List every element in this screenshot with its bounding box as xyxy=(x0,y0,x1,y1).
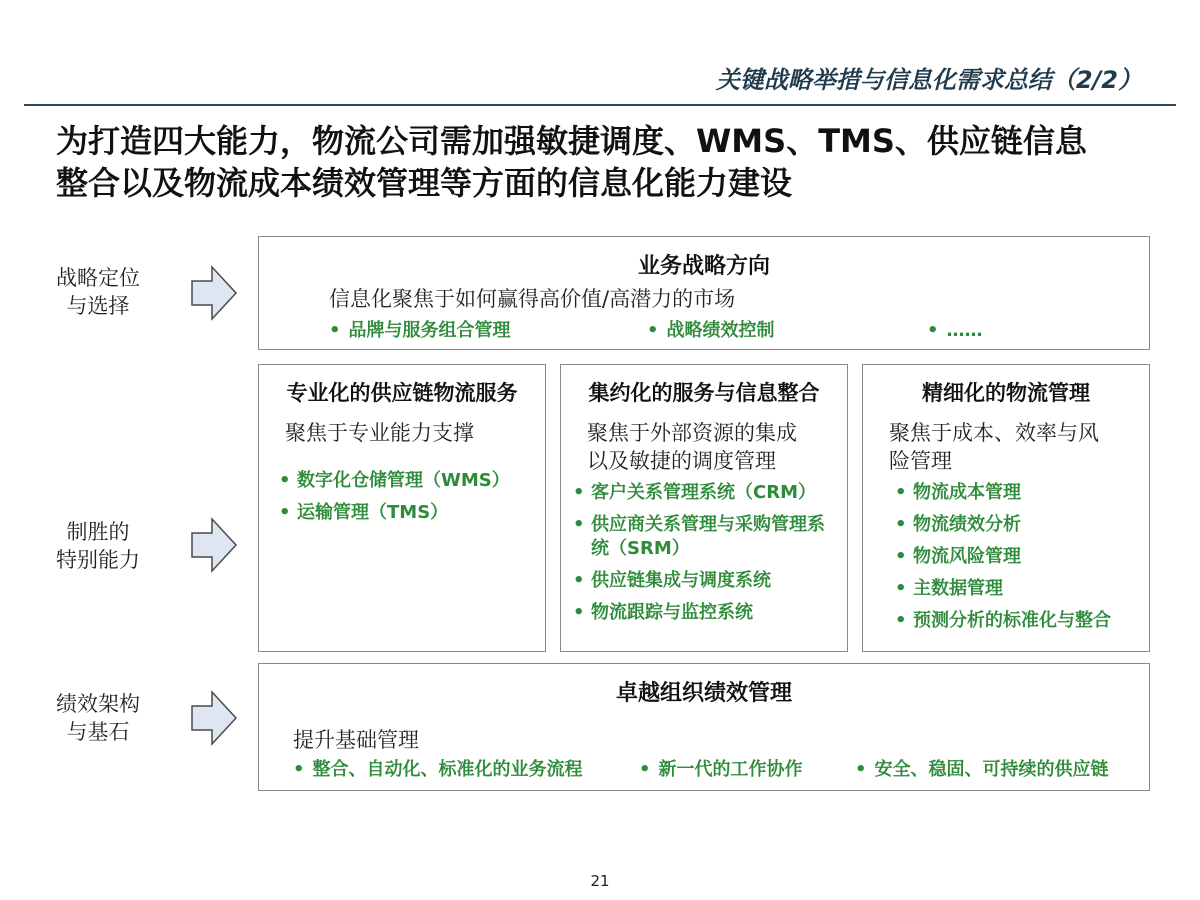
capability-panel-intensive xyxy=(560,364,848,652)
foundation-item: • 整合、自动化、标准化的业务流程 xyxy=(293,759,583,780)
capability-item: • 主数据管理 xyxy=(895,577,1141,601)
foundation-item-label: 整合、自动化、标准化的业务流程 xyxy=(312,759,583,780)
capability-item: • 物流风险管理 xyxy=(895,545,1141,569)
right-arrow-icon xyxy=(190,690,238,746)
foundation-panel xyxy=(258,663,1150,791)
strategy-item-label: …… xyxy=(946,320,983,341)
headline-line-1: 为打造四大能力，物流公司需加强敏捷调度、WMS、TMS、供应链信息 xyxy=(56,122,1087,160)
page-number: 21 xyxy=(590,872,610,890)
strategy-panel-title: 业务战略方向 xyxy=(637,254,770,279)
strategy-item: • 品牌与服务组合管理 xyxy=(329,320,511,341)
right-arrow-icon xyxy=(190,517,238,573)
row-label-capability-line-2: 特别能力 xyxy=(56,548,140,572)
capability-panel-desc-line: 以及敏捷的调度管理 xyxy=(587,449,776,473)
slide-header-title: 关键战略举措与信息化需求总结（2/2） xyxy=(715,66,1142,94)
foundation-item: • 安全、稳固、可持续的供应链 xyxy=(855,759,1109,780)
row-label-strategy-line-2: 与选择 xyxy=(66,294,130,318)
strategy-item: • …… xyxy=(927,320,983,341)
header-divider xyxy=(24,104,1176,106)
capability-item: • 物流跟踪与监控系统 xyxy=(573,601,835,625)
capability-panel-title: 专业化的供应链物流服务 xyxy=(286,381,518,405)
headline-line-2: 整合以及物流成本绩效管理等方面的信息化能力建设 xyxy=(56,164,793,202)
capability-item-list xyxy=(895,481,1141,633)
headline xyxy=(56,120,1166,204)
capability-panel-desc-line: 聚焦于专业能力支撑 xyxy=(285,421,474,445)
foundation-item-label: 安全、稳固、可持续的供应链 xyxy=(874,759,1109,780)
row-label-foundation-line-1: 绩效架构 xyxy=(56,692,140,716)
foundation-panel-desc: 提升基础管理 xyxy=(293,728,419,752)
capability-item-list xyxy=(279,469,545,525)
capability-panel-desc-line: 聚焦于外部资源的集成 xyxy=(587,421,797,445)
strategy-panel xyxy=(258,236,1150,350)
capability-item: • 数字化仓储管理（WMS） xyxy=(279,469,545,493)
row-label-strategy-line-1: 战略定位 xyxy=(56,266,140,290)
capability-panel-title: 精细化的物流管理 xyxy=(922,381,1090,405)
row-label-foundation xyxy=(38,690,158,746)
capability-panel-desc xyxy=(587,419,847,475)
capability-item: • 物流绩效分析 xyxy=(895,513,1141,537)
capability-panel-professional xyxy=(258,364,546,652)
capability-item: • 物流成本管理 xyxy=(895,481,1141,505)
row-label-strategy xyxy=(38,264,158,320)
strategy-item: • 战略绩效控制 xyxy=(647,320,775,341)
right-arrow-icon xyxy=(190,265,238,321)
capability-panel-desc xyxy=(285,419,545,447)
row-label-capability-line-1: 制胜的 xyxy=(66,520,130,544)
strategy-panel-desc: 信息化聚焦于如何赢得高价值/高潜力的市场 xyxy=(329,287,736,311)
capability-panel-desc xyxy=(889,419,1149,475)
foundation-item: • 新一代的工作协作 xyxy=(639,759,803,780)
strategy-item-label: 战略绩效控制 xyxy=(666,320,775,341)
capability-panel-desc-line: 险管理 xyxy=(889,449,952,473)
capability-item: • 供应商关系管理与采购管理系统（SRM） xyxy=(573,513,835,561)
capability-item: • 预测分析的标准化与整合 xyxy=(895,609,1141,633)
capability-item: • 运输管理（TMS） xyxy=(279,501,545,525)
capability-item-list xyxy=(573,481,835,625)
capability-item: • 客户关系管理系统（CRM） xyxy=(573,481,835,505)
strategy-item-label: 品牌与服务组合管理 xyxy=(348,320,511,341)
foundation-panel-title: 卓越组织绩效管理 xyxy=(615,681,792,706)
row-label-foundation-line-2: 与基石 xyxy=(66,720,130,744)
capability-panel-refined xyxy=(862,364,1150,652)
row-label-capability xyxy=(38,518,158,574)
capability-item: • 供应链集成与调度系统 xyxy=(573,569,835,593)
foundation-item-label: 新一代的工作协作 xyxy=(658,759,803,780)
capability-panel-title: 集约化的服务与信息整合 xyxy=(588,381,820,405)
capability-panel-desc-line: 聚焦于成本、效率与风 xyxy=(889,421,1099,445)
